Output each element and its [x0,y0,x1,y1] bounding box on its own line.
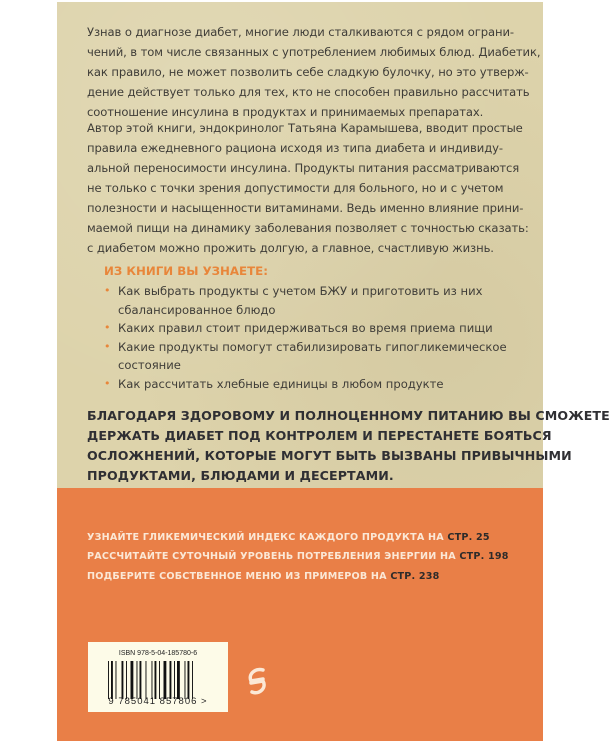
text-line: с диабетом можно прожить долгую, а главное, счастливую жизнь. [87,241,494,255]
bold-statement [87,406,610,486]
promo-line [87,528,509,547]
text-line: дение действует только для тех, кто не способен правильно рассчитать [87,85,530,99]
item-text: сбалансированное блюдо [118,302,276,317]
bullet-icon: • [104,284,111,297]
page-ref: СТР. 198 [459,551,509,563]
text-line: правила ежедневного рациона исходя из типа диабета и индивиду- [87,141,503,155]
item-text: Как выбрать продукты с учетом БЖУ и приготовить из них [118,284,483,298]
text-line: чений, в том числе связанных с употреблением любимых блюд. Диабетик, [87,45,541,59]
item-text: Как рассчитать хлебные единицы в любом продукте [118,376,444,391]
bullet-icon: • [104,376,111,390]
text-line: ДЕРЖАТЬ ДИАБЕТ ПОД КОНТРОЛЕМ И ПЕРЕСТАНЕТЕ БОЯТЬСЯ [87,428,552,443]
eksmo-logo-icon [243,664,271,698]
barcode-icon [108,661,212,699]
text-line: Узнав о диагнозе диабет, многие люди сталкиваются с рядом ограни- [87,25,514,39]
page-references [87,528,509,586]
text-line: полезности и насыщенности витаминами. Ведь именно влияние прини- [87,201,524,215]
text-line: БЛАГОДАРЯ ЗДОРОВОМУ И ПОЛНОЦЕННОМУ ПИТАНИЮ ВЫ СМОЖЕТЕ [87,408,610,423]
text-line: не только с точки зрения допустимости для больного, но и с учетом [87,181,504,195]
bullet-icon: • [104,321,111,334]
barcode-box [88,642,228,712]
learn-heading: ИЗ КНИГИ ВЫ УЗНАЕТЕ: [104,264,268,278]
barcode-digits: 9 785041 857806 > [108,696,208,707]
isbn-label: ISBN 978-5-04-185780-6 [118,650,198,657]
list-item [104,319,507,338]
list-item [104,338,507,375]
text-line: ПРОДУКТАМИ, БЛЮДАМИ И ДЕСЕРТАМИ. [87,468,394,483]
learn-list [104,282,507,393]
intro-paragraph [87,22,541,122]
text-line: соотношение инсулина в продуктах и принимаемых препаратах. [87,105,484,119]
text-line: маемой пищи на динамику заболевания позволяет с точностью сказать: [87,221,529,235]
promo-text: РАССЧИТАЙТЕ СУТОЧНЫЙ УРОВЕНЬ ПОТРЕБЛЕНИЯ ЭНЕРГИИ НА [87,551,460,563]
beige-panel [57,2,610,488]
list-item [104,375,507,394]
item-text: Каких правил стоит придерживаться во время приема пищи [118,321,493,335]
book-back-cover [57,2,610,741]
author-paragraph [87,118,527,258]
page-ref: СТР. 238 [390,570,440,582]
promo-text: ПОДБЕРИТЕ СОБСТВЕННОЕ МЕНЮ ИЗ ПРИМЕРОВ НА [87,570,391,582]
text-line: Автор этой книги, эндокринолог Татьяна Карамышева, вводит простые [87,121,523,135]
text-line: как правило, не может позволить себе сладкую булочку, но это утверж- [87,65,529,79]
promo-text: УЗНАЙТЕ ГЛИКЕМИЧЕСКИЙ ИНДЕКС КАЖДОГО ПРОДУКТА НА [87,532,448,543]
text-line: ОСЛОЖНЕНИЙ, КОТОРЫЕ МОГУТ БЫТЬ ВЫЗВАНЫ ПРИВЫЧНЫМИ [87,448,572,463]
promo-line [87,567,509,586]
list-item [104,282,507,319]
bullet-icon: • [104,339,111,353]
item-text: состояние [118,358,181,372]
item-text: Какие продукты помогут стабилизировать гипогликемическое [118,339,507,354]
text-line: альной переносимости инсулина. Продукты питания рассматриваются [87,161,520,175]
page-ref: СТР. 25 [447,532,490,543]
promo-line [87,547,509,566]
